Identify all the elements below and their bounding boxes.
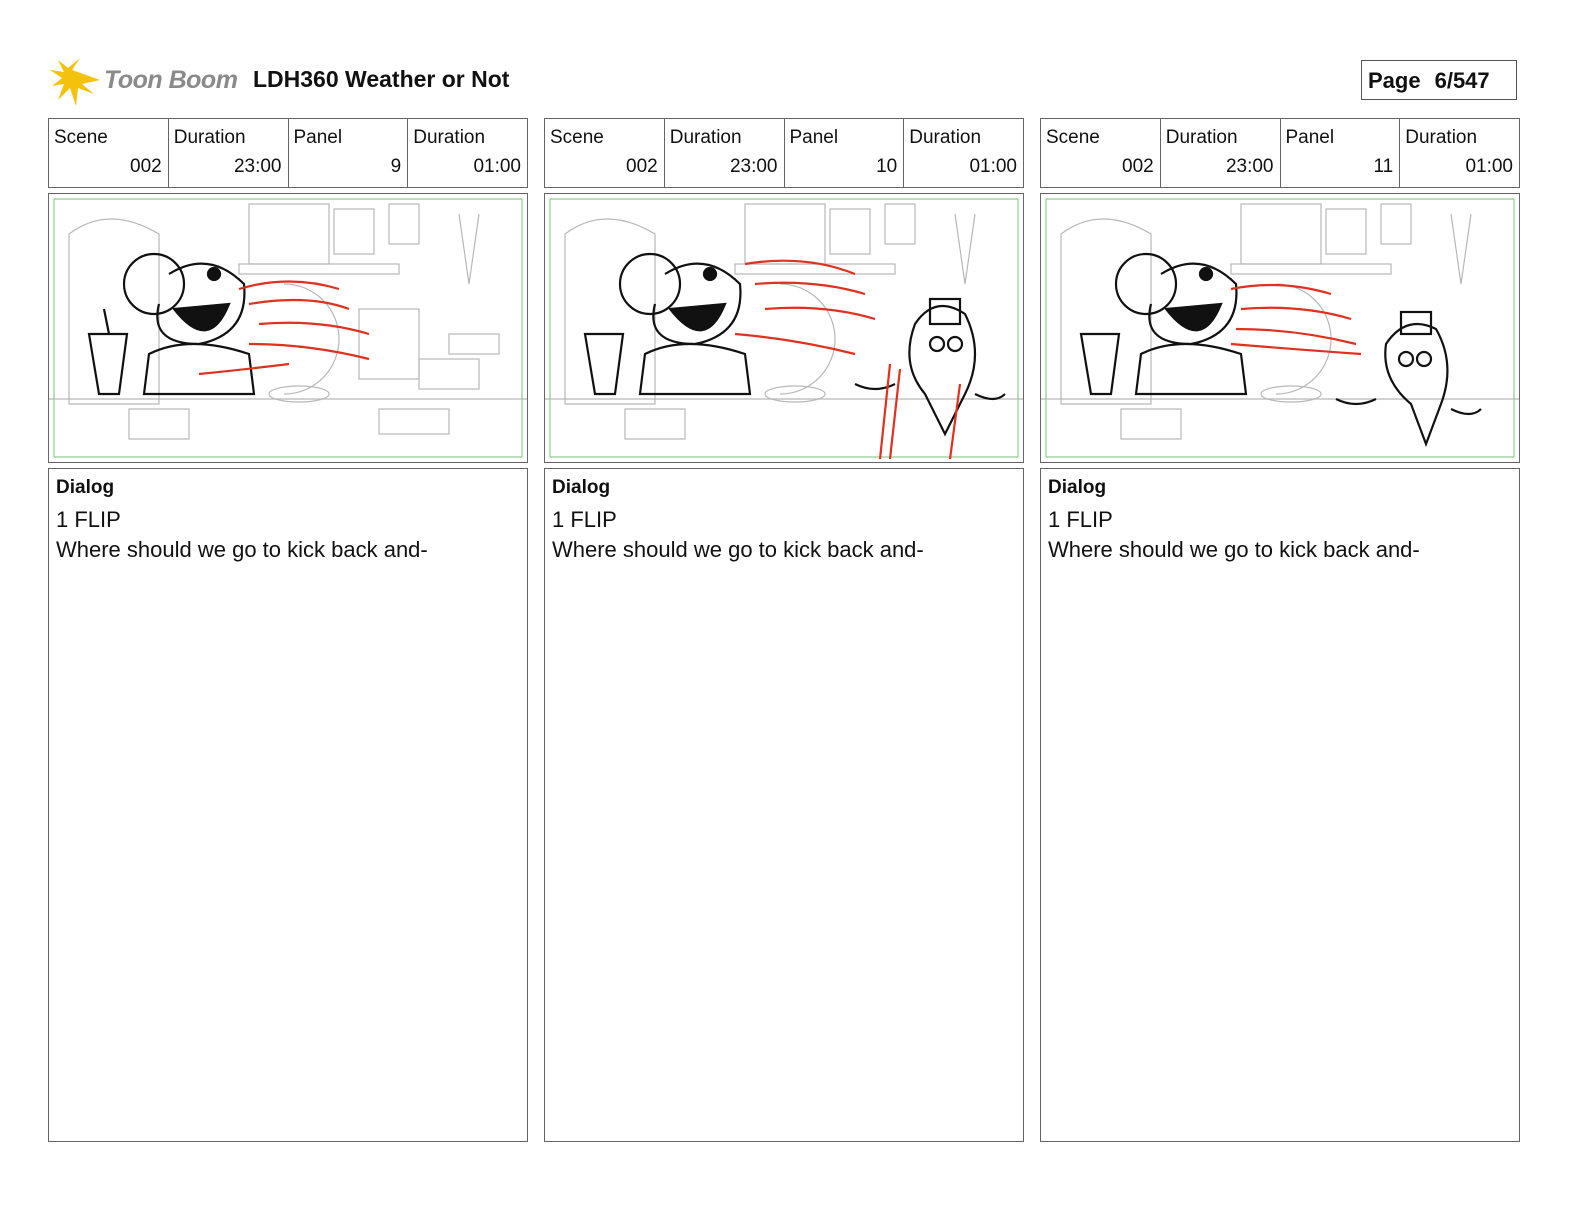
scene-duration-label: Duration (173, 127, 246, 148)
panel-value: 11 (1373, 156, 1394, 177)
dialog-line: Where should we go to kick back and- (56, 537, 428, 562)
dialog-line: 1 FLIP (1048, 507, 1113, 532)
panel-label: Panel (789, 127, 839, 148)
scene-label: Scene (1046, 127, 1100, 148)
panel-duration-label: Duration (1405, 127, 1478, 148)
dialog-label: Dialog (552, 477, 611, 498)
dialog-box (544, 468, 1024, 1142)
scene-duration-value: 23:00 (1225, 156, 1274, 177)
toon-boom-logo (50, 56, 240, 108)
scene-cell (545, 119, 665, 187)
panel-cell (1281, 119, 1401, 187)
scene-cell (1041, 119, 1161, 187)
scene-duration-value: 23:00 (233, 156, 282, 177)
dialog-line: 1 FLIP (56, 507, 121, 532)
logo-text: Toon Boom (104, 66, 238, 94)
panel-label: Panel (1285, 127, 1335, 148)
page-label: Page (1368, 68, 1421, 93)
sketch-drawing (49, 194, 527, 462)
panel-sketch-image (544, 193, 1024, 463)
dialog-box (1040, 468, 1520, 1142)
document-title: LDH360 Weather or Not (253, 66, 510, 92)
scene-duration-cell (1161, 119, 1281, 187)
panel-duration-cell (1400, 119, 1519, 187)
panel-duration-value: 01:00 (1465, 156, 1513, 177)
scene-duration-cell (169, 119, 289, 187)
sketch-drawing (1041, 194, 1519, 462)
page-number: 6/547 (1434, 68, 1490, 93)
starburst-logo-icon (50, 56, 102, 108)
dialog-box (48, 468, 528, 1142)
panel-info-row (48, 118, 528, 188)
panel-info-row (1040, 118, 1520, 188)
scene-duration-value: 23:00 (729, 156, 778, 177)
scene-duration-label: Duration (669, 127, 742, 148)
panel-cell (289, 119, 409, 187)
dialog-label: Dialog (56, 477, 115, 498)
panel-value: 10 (876, 156, 898, 177)
panel-label: Panel (293, 127, 343, 148)
scene-label: Scene (54, 127, 108, 148)
dialog-label: Dialog (1048, 477, 1107, 498)
panel-duration-label: Duration (413, 127, 486, 148)
panel-sketch-image (48, 193, 528, 463)
sketch-drawing (545, 194, 1023, 462)
panel-duration-value: 01:00 (969, 156, 1017, 177)
panel-value: 9 (390, 156, 402, 177)
scene-value: 002 (1122, 156, 1154, 177)
panel-sketch-image (1040, 193, 1520, 463)
scene-duration-cell (665, 119, 785, 187)
panel-duration-label: Duration (909, 127, 982, 148)
dialog-line: 1 FLIP (552, 507, 617, 532)
scene-cell (49, 119, 169, 187)
dialog-line: Where should we go to kick back and- (552, 537, 924, 562)
scene-value: 002 (626, 156, 658, 177)
page-indicator (1361, 60, 1517, 100)
panel-cell (785, 119, 905, 187)
scene-label: Scene (550, 127, 604, 148)
panel-duration-cell (408, 119, 527, 187)
panel-info-row (544, 118, 1024, 188)
panel-duration-value: 01:00 (473, 156, 521, 177)
dialog-line: Where should we go to kick back and- (1048, 537, 1420, 562)
scene-value: 002 (130, 156, 162, 177)
scene-duration-label: Duration (1165, 127, 1238, 148)
panel-duration-cell (904, 119, 1023, 187)
